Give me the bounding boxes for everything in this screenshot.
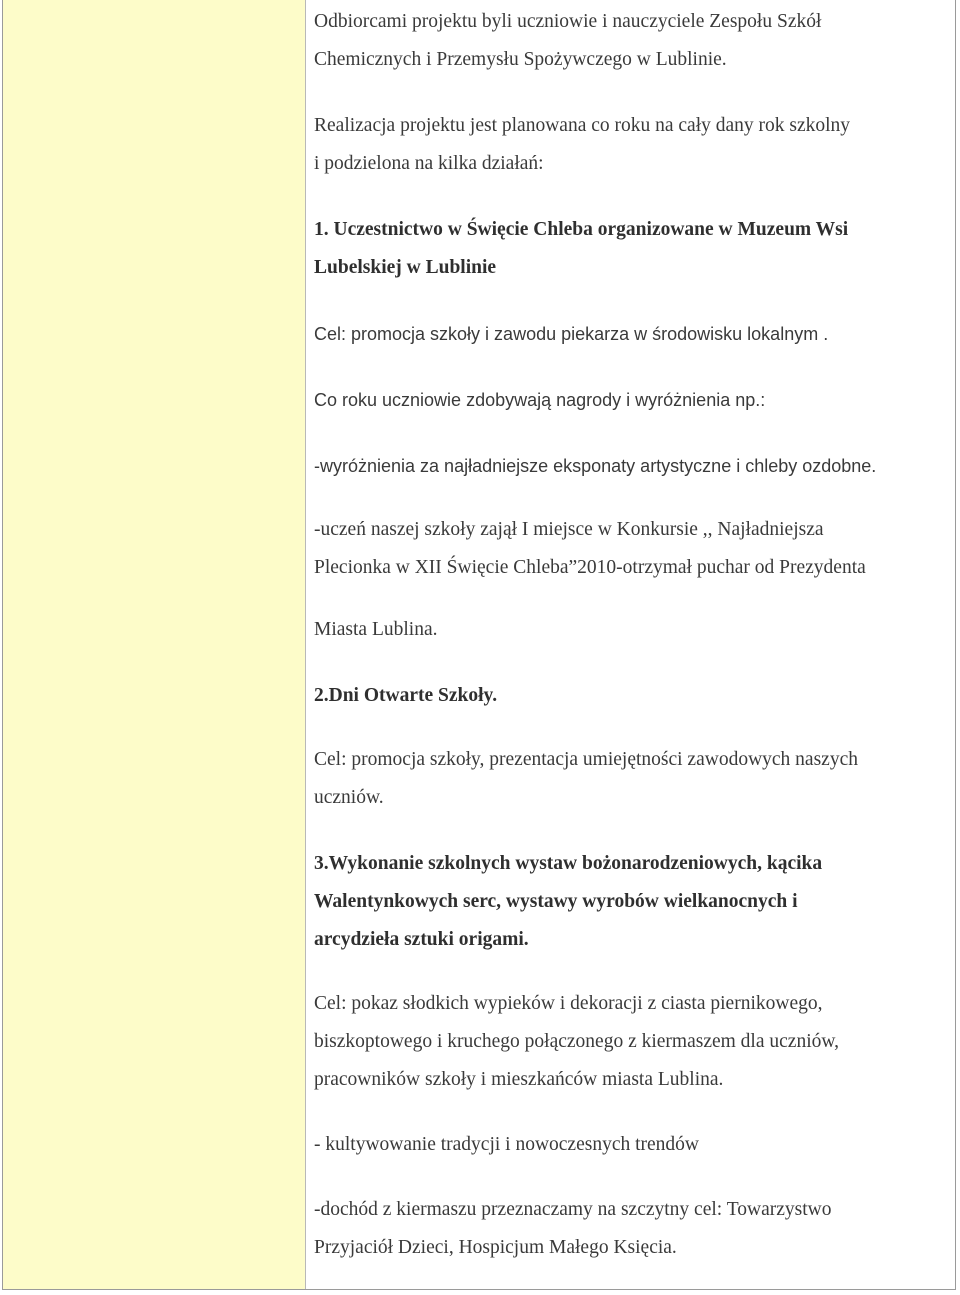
section2-goal-line-1: Cel: promocja szkoły, prezentacja umiejętności zawodowych naszych (314, 749, 858, 770)
realization-line-1: Realizacja projektu jest planowana co roku na cały dany rok szkolny (314, 115, 851, 136)
section1-award-2-line-3: Miasta Lublina. (314, 619, 438, 640)
section1-goal: Cel: promocja szkoły i zawodu piekarza w środowisku lokalnym . (314, 324, 829, 344)
section3-heading-line-3: arcydzieła sztuki origami. (314, 929, 529, 950)
section3-heading-line-1: 3.Wykonanie szkolnych wystaw bożonarodzeniowych, kącika (314, 853, 823, 874)
realization-line-2: i podzielona na kilka działań: (314, 153, 544, 174)
right-column-cell (306, 0, 955, 1289)
section3-income-line-1: -dochód z kiermaszu przeznaczamy na szczytny cel: Towarzystwo (314, 1199, 832, 1220)
section1-heading-line-1: 1. Uczestnictwo w Święcie Chleba organizowane w Muzeum Wsi (314, 219, 849, 240)
document-content (314, 0, 944, 1267)
section3-heading-line-2: Walentynkowych serc, wystawy wyrobów wielkanocnych i (314, 891, 798, 912)
section1-award-2-line-2: Plecionka w XII Święcie Chleba”2010-otrzymał puchar od Prezydenta (314, 557, 866, 578)
section1-award-1: -wyróżnienia za najładniejsze eksponaty artystyczne i chleby ozdobne. (314, 456, 877, 476)
section1-heading-line-2: Lubelskiej w Lublinie (314, 257, 497, 278)
section3-goal-line-3: pracowników szkoły i mieszkańców miasta Lublina. (314, 1069, 724, 1090)
section1-awards-intro: Co roku uczniowie zdobywają nagrody i wyróżnienia np.: (314, 390, 766, 410)
section3-goal-line-1: Cel: pokaz słodkich wypieków i dekoracji z ciasta piernikowego, (314, 993, 823, 1014)
section3-goal-line-2: biszkoptowego i kruchego połączonego z kiermaszem dla uczniów, (314, 1031, 840, 1052)
section3-income-line-2: Przyjaciół Dzieci, Hospicjum Małego Księcia. (314, 1237, 677, 1258)
recipients-line-2: Chemicznych i Przemysłu Spożywczego w Lublinie. (314, 49, 727, 70)
left-column-cell (3, 0, 306, 1289)
section1-award-2-line-1: -uczeń naszej szkoły zajął I miejsce w Konkursie ,, Najładniejsza (314, 519, 824, 540)
section2-heading: 2.Dni Otwarte Szkoły. (314, 685, 498, 706)
section2-goal-line-2: uczniów. (314, 787, 384, 808)
section3-tradition: - kultywowanie tradycji i nowoczesnych trendów (314, 1134, 700, 1155)
document-table (2, 0, 956, 1290)
recipients-line-1: Odbiorcami projektu byli uczniowie i nauczyciele Zespołu Szkół (314, 11, 822, 32)
